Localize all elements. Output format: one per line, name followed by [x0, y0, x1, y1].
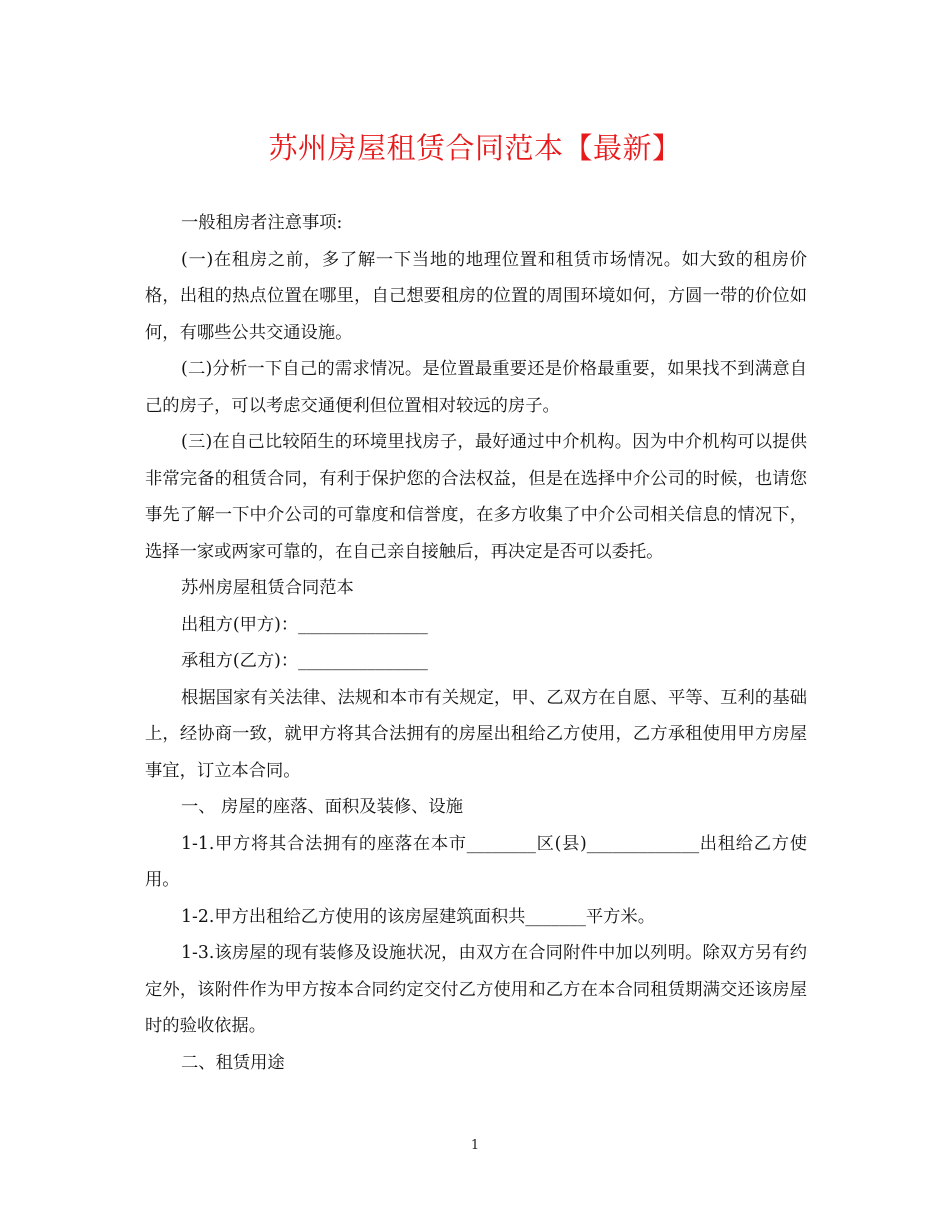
section-heading-1: 一、 房屋的座落、面积及装修、设施: [181, 797, 463, 817]
paragraph-lessee: 承租方(乙方)：_______________: [181, 651, 428, 671]
clause-1-3: 1-3.该房屋的现有装修及设施状况，由双方在合同附件中加以列明。除双方另有约定外，该附件作为甲方按本合同约定交付乙方使用和乙方在本合同租赁期满交还该房屋时的验收依据。: [145, 943, 807, 1036]
paragraph-notice-3: (三)在自己比较陌生的环境里找房子，最好通过中介机构。因为中介机构可以提供非常完备的租赁合同，有利于保护您的合法权益，但是在选择中介公司的时候，也请您事先了解一下中介公司的可靠度和信誉度，在多方收集了中介公司相关信息的情况下，选择一家或两家可靠的，在自己亲自接触后，再决定是否可以委托。: [145, 432, 807, 562]
clause-1-2: 1-2.甲方出租给乙方使用的该房屋建筑面积共_______平方米。: [181, 906, 655, 927]
page-number: 1: [470, 1138, 480, 1153]
paragraph-lessor: 出租方(甲方)：_______________: [181, 614, 428, 635]
paragraph-preamble: 根据国家有关法律、法规和本市有关规定，甲、乙双方在自愿、平等、互利的基础上，经协商一致，就甲方将其合法拥有的房屋出租给乙方使用，乙方承租使用甲方房屋事宜，订立本合同。: [145, 687, 807, 781]
paragraph-notice-2: (二)分析一下自己的需求情况。是位置最重要还是价格最重要，如果找不到满意自己的房子，可以考虑交通便利但位置相对较远的房子。: [145, 359, 807, 416]
paragraph-contract-title: 苏州房屋租赁合同范本: [181, 578, 354, 598]
section-heading-2: 二、租赁用途: [181, 1052, 285, 1073]
document-body: [145, 205, 807, 1081]
paragraph-notice-1: (一)在租房之前，多了解一下当地的地理位置和租赁市场情况。如大致的租房价格，出租的热点位置在哪里，自己想要租房的位置的周围环境如何，方圆一带的价位如何，有哪些公共交通设施。: [145, 249, 807, 343]
paragraph-notice-heading: 一般租房者注意事项:: [181, 213, 343, 233]
document-title: 苏州房屋租赁合同范本【最新】: [268, 131, 682, 165]
clause-1-1: 1-1.甲方将其合法拥有的座落在本市________区(县)_____________出租给乙方使用。: [145, 833, 807, 890]
